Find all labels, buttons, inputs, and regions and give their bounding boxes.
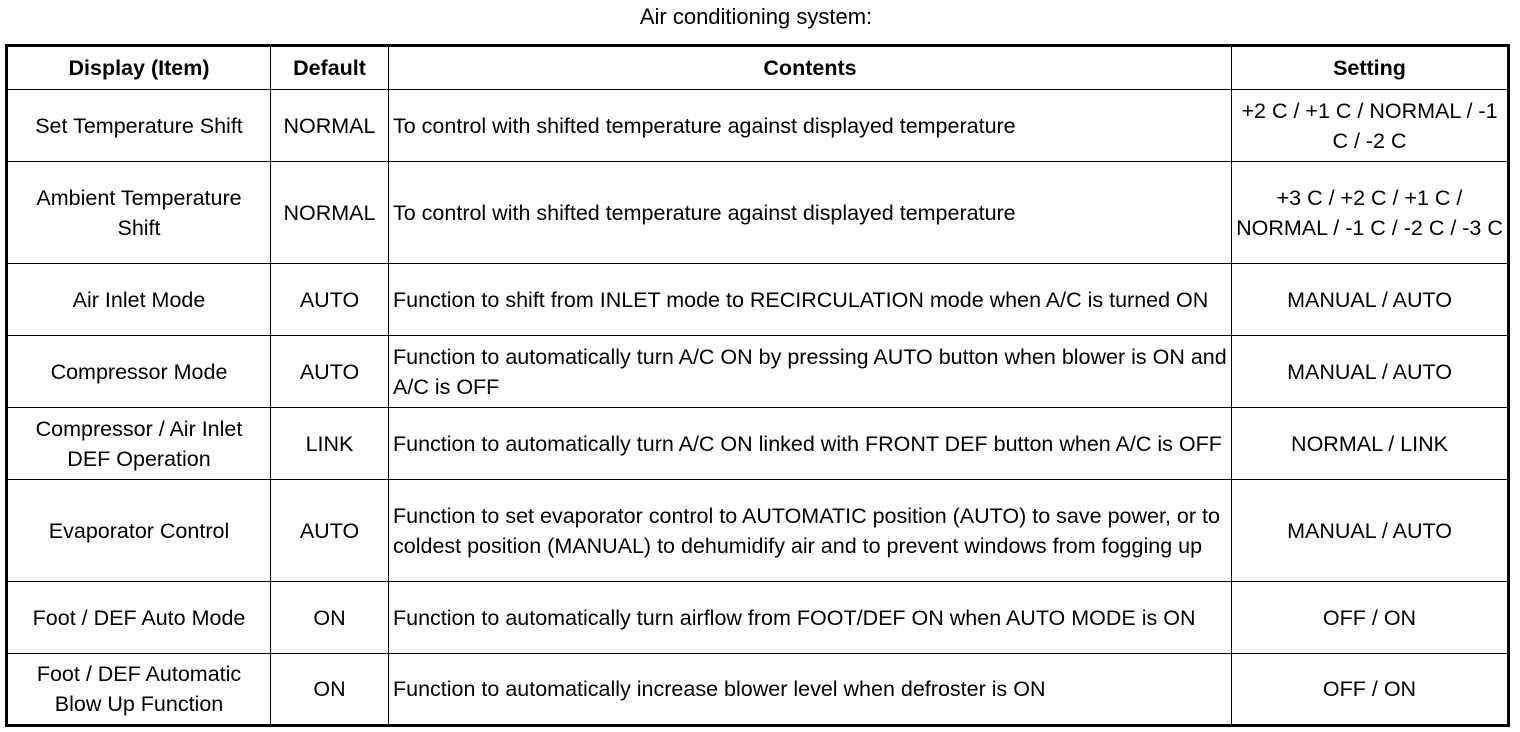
- cell-default: LINK: [271, 408, 389, 480]
- table-row: [7, 408, 1509, 480]
- table-caption: Air conditioning system:: [639, 4, 873, 29]
- header-setting: Setting: [1232, 46, 1509, 90]
- cell-display-item: Set Temperature Shift: [7, 90, 271, 162]
- cell-contents: To control with shifted temperature against displayed temperature: [389, 90, 1232, 162]
- cell-display-item: Foot / DEF Auto Mode: [7, 582, 271, 654]
- table-header-row: [7, 46, 1509, 90]
- cell-contents: Function to automatically turn A/C ON linked with FRONT DEF button when A/C is OFF: [389, 408, 1232, 480]
- cell-default: ON: [271, 654, 389, 726]
- cell-setting: NORMAL / LINK: [1232, 408, 1509, 480]
- table-row: [7, 264, 1509, 336]
- cell-display-item: Ambient Temperature Shift: [7, 162, 271, 264]
- cell-contents: Function to automatically turn A/C ON by pressing AUTO button when blower is ON and A/C is OFF: [389, 336, 1232, 408]
- cell-setting: MANUAL / AUTO: [1232, 336, 1509, 408]
- table-row: [7, 654, 1509, 726]
- air-conditioning-settings-table: [5, 44, 1510, 727]
- cell-contents: Function to automatically turn airflow from FOOT/DEF ON when AUTO MODE is ON: [389, 582, 1232, 654]
- header-display-item: Display (Item): [7, 46, 271, 90]
- table-row: [7, 480, 1509, 582]
- cell-display-item: Foot / DEF Automatic Blow Up Function: [7, 654, 271, 726]
- header-default: Default: [271, 46, 389, 90]
- cell-setting: +3 C / +2 C / +1 C / NORMAL / -1 C / -2 C / -3 C: [1232, 162, 1509, 264]
- cell-contents: Function to automatically increase blower level when defroster is ON: [389, 654, 1232, 726]
- cell-display-item: Compressor Mode: [7, 336, 271, 408]
- cell-default: NORMAL: [271, 162, 389, 264]
- cell-contents: To control with shifted temperature against displayed temperature: [389, 162, 1232, 264]
- table-row: [7, 582, 1509, 654]
- cell-setting: OFF / ON: [1232, 654, 1509, 726]
- table-row: [7, 162, 1509, 264]
- cell-setting: +2 C / +1 C / NORMAL / -1 C / -2 C: [1232, 90, 1509, 162]
- table-row: [7, 336, 1509, 408]
- cell-default: AUTO: [271, 336, 389, 408]
- cell-display-item: Compressor / Air Inlet DEF Operation: [7, 408, 271, 480]
- header-contents: Contents: [389, 46, 1232, 90]
- cell-default: ON: [271, 582, 389, 654]
- cell-contents: Function to set evaporator control to AUTOMATIC position (AUTO) to save power, or to coldest position (MANUAL) to dehumidify air and to prevent windows from fogging up: [389, 480, 1232, 582]
- cell-default: NORMAL: [271, 90, 389, 162]
- cell-display-item: Evaporator Control: [7, 480, 271, 582]
- cell-default: AUTO: [271, 264, 389, 336]
- cell-default: AUTO: [271, 480, 389, 582]
- cell-contents: Function to shift from INLET mode to RECIRCULATION mode when A/C is turned ON: [389, 264, 1232, 336]
- table-row: [7, 90, 1509, 162]
- cell-setting: MANUAL / AUTO: [1232, 480, 1509, 582]
- cell-setting: MANUAL / AUTO: [1232, 264, 1509, 336]
- cell-display-item: Air Inlet Mode: [7, 264, 271, 336]
- cell-setting: OFF / ON: [1232, 582, 1509, 654]
